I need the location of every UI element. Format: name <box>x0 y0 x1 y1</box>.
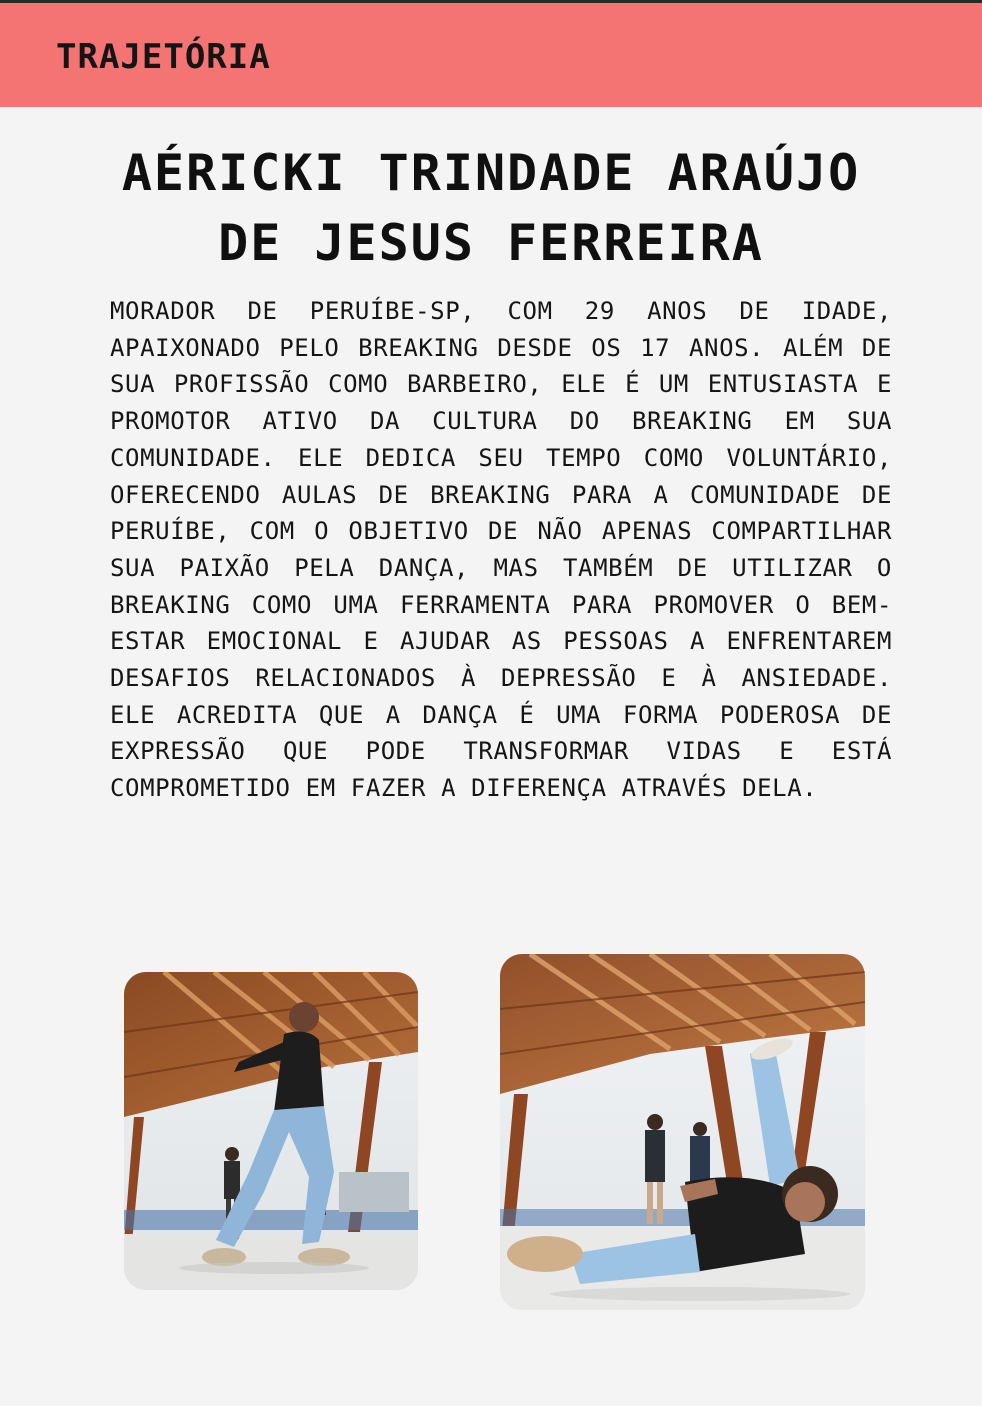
bio-paragraph: MORADOR DE PERUÍBE-SP, COM 29 ANOS DE IDADE, APAIXONADO PELO BREAKING DESDE OS 17 ANOS. ALÉM DE SUA PROFISSÃO COMO BARBEIRO, ELE É UM ENTUSIASTA E PROMOTOR ATIVO DA CULTURA DO BREAKING EM SUA COMUNIDADE. ELE DEDICA SEU TEMPO COMO VOLUNTÁRIO, OFERECENDO AULAS DE BREAKING PARA A COMUNIDADE DE PERUÍBE, COM O OBJETIVO DE NÃO APENAS COMPARTILHAR SUA PAIXÃO PELA DANÇA, MAS TAMBÉM DE UTILIZAR O BREAKING COMO UMA FERRAMENTA PARA PROMOVER O BEM-ESTAR EMOCIONAL E AJUDAR AS PESSOAS A ENFRENTAREM DESAFIOS RELACIONADOS À DEPRESSÃO E À ANSIEDADE. ELE ACREDITA QUE A DANÇA É UMA FORMA PODEROSA DE EXPRESSÃO QUE PODE TRANSFORMAR VIDAS E ESTÁ COMPROMETIDO EM FAZER A DIFERENÇA ATRAVÉS DELA. <box>110 297 892 803</box>
photo-dancer-floor-move-image <box>500 954 865 1310</box>
section-header-bar <box>0 3 982 107</box>
photo-dancer-floor-move <box>500 954 865 1310</box>
person-name-line-2: DE JESUS FERREIRA <box>218 214 764 272</box>
photo-dancer-standing <box>124 972 418 1290</box>
person-name-line-1: AÉRICKI TRINDADE ARAÚJO <box>121 144 861 202</box>
photo-dancer-standing-image <box>124 972 418 1290</box>
person-name-title <box>60 138 922 278</box>
section-label: TRAJETÓRIA <box>56 37 271 77</box>
